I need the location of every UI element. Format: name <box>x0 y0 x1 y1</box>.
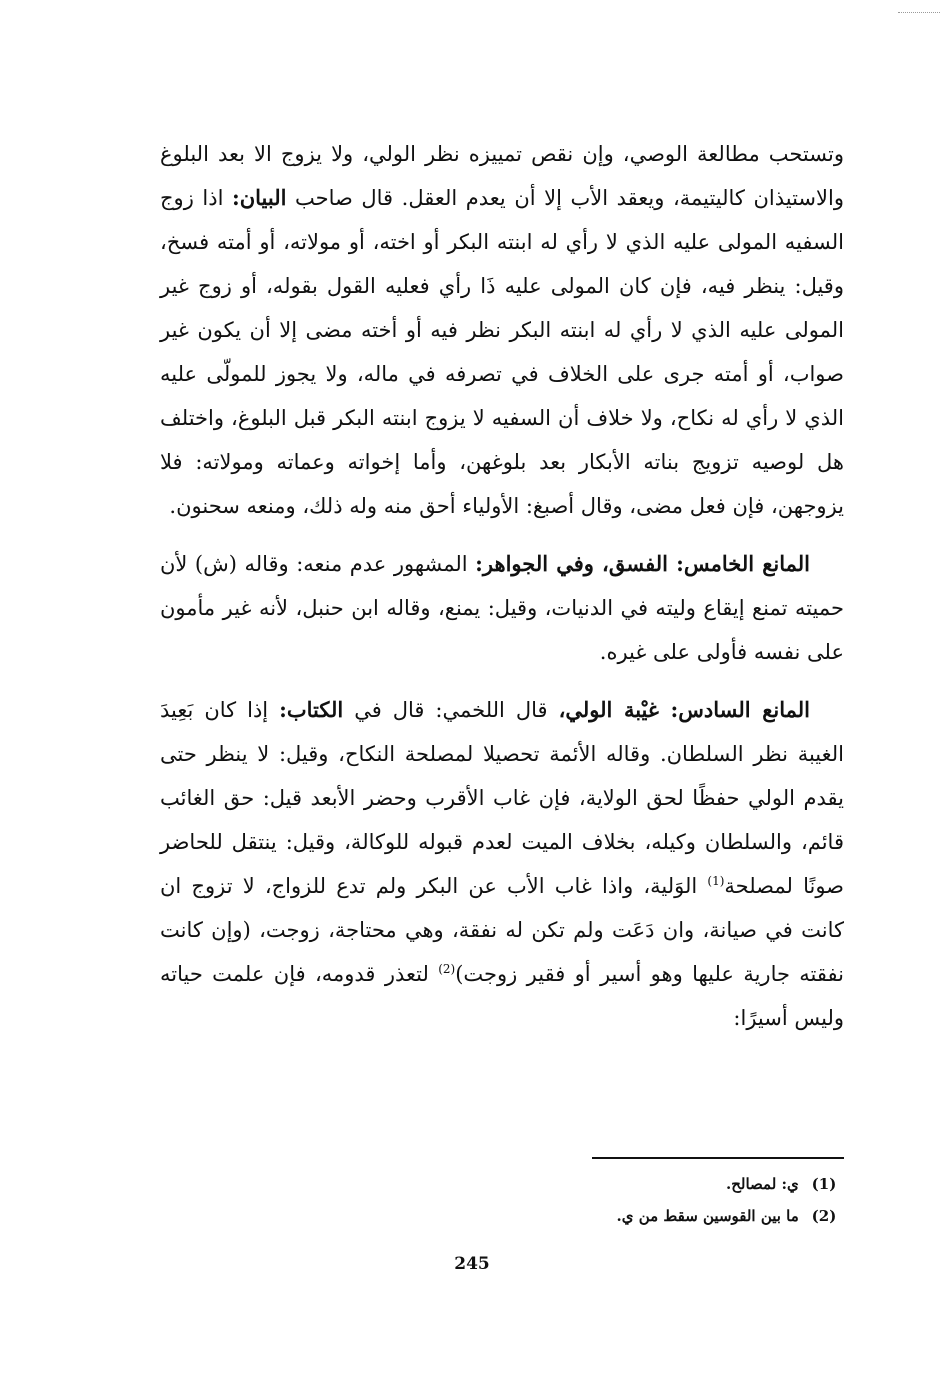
page-number: 245 <box>454 1254 490 1274</box>
bold-heading-text: المانع السادس: غيْبة الولي، <box>558 697 810 722</box>
footnote-2 <box>500 1200 844 1232</box>
footnote-reference: (1) <box>707 874 725 888</box>
body-text: إذا كان بَعِيدَ الغيبة نظر السلطان. وقاله الأئمة تحصيلا لمصلحة النكاح، وقيل: لا ينظر حتى يقدم الولي حفظًا لحق الولاية، فإن غاب الأقرب وحضر الأبعد قيل: حق الغائب قائم، والسلطان وكيله، بخلاف الميت لعدم قبوله للوكالة، وقيل: ينتقل للحاضر صونًا لمصلحة <box>160 698 844 898</box>
bold-heading-text: المانع الخامس: الفسق، وفي الجواهر: <box>475 551 811 576</box>
bold-heading-text: الكتاب: <box>279 697 344 722</box>
page-body <box>160 132 844 1040</box>
footnote-1 <box>500 1168 844 1200</box>
bold-heading-text: البيان: <box>231 185 287 210</box>
footnote-separator <box>592 1157 844 1159</box>
footnote-reference: (2) <box>438 962 456 976</box>
body-text: المشهور عدم منعه: وقاله (ش) لأن حميته تمنع إيقاع وليته في الدنيات، وقيل: يمنع، وقاله ابن حنبل، لأنه غير مأمون على نفسه فأولى على غيره. <box>160 552 844 664</box>
footnote-text: ما بين القوسين سقط من ي. <box>616 1207 799 1225</box>
body-text: قال اللخمي: قال في <box>343 698 559 722</box>
body-text: الوَلية، واذا غاب الأب عن البكر ولم تدع للزواج، لا تزوج ان كانت في صيانة، وان دَعَت ولم تكن له نفقة، وهي محتاجة، زوجت، (وإن كانت نفقته جارية عليها وهو أسير أو فقير زوجت) <box>160 874 844 986</box>
footnote-number: (2) <box>811 1207 837 1225</box>
footnote-text: ي: لمصالح. <box>725 1175 799 1193</box>
body-text: اذا زوج السفيه المولى عليه الذي لا رأي له ابنته البكر أو اخته، أو مولاته، أو أمته فسخ، وقيل: ينظر فيه، فإن كان المولى عليه ذَا رأي فعليه القول بقوله، أو زوج غير المولى عليه الذي لا رأي له ابنته البكر نظر فيه أو أخته مضى إلا أن يكون غير صواب، أو أمته جرى على الخلاف في تصرفه في ماله، ولا يجوز للمولّى عليه الذي لا رأي له نكاح، ولا خلاف أن السفيه لا يزوج ابنته البكر قبل البلوغ، واختلف هل لوصيه تزويج بناته الأبكار بعد بلوغهن، وأما إخواته وعماته ومولاته: فلا يزوجهن، فإن فعل مضى، وقال أصبغ: الأولياء أحق منه وله ذلك، ومنعه سحنون. <box>160 186 844 518</box>
paragraph-2-fifth-impediment <box>160 542 844 674</box>
paragraph-3-sixth-impediment <box>160 688 844 1040</box>
footnote-number: (1) <box>811 1175 837 1193</box>
body-text: وتستحب مطالعة الوصي، وإن نقص تمييزه نظر الولي، ولا يزوج الا بعد البلوغ والاستيذان كاليتيمة، ويعقد الأب إلا أن يعدم العقل. قال صاحب <box>160 142 844 210</box>
paragraph-1 <box>160 132 844 528</box>
scan-corner-mark <box>898 12 940 13</box>
footnotes <box>500 1168 844 1232</box>
body-text: لتعذر قدومه، فإن علمت حياته وليس أسيرًا: <box>160 962 844 1030</box>
